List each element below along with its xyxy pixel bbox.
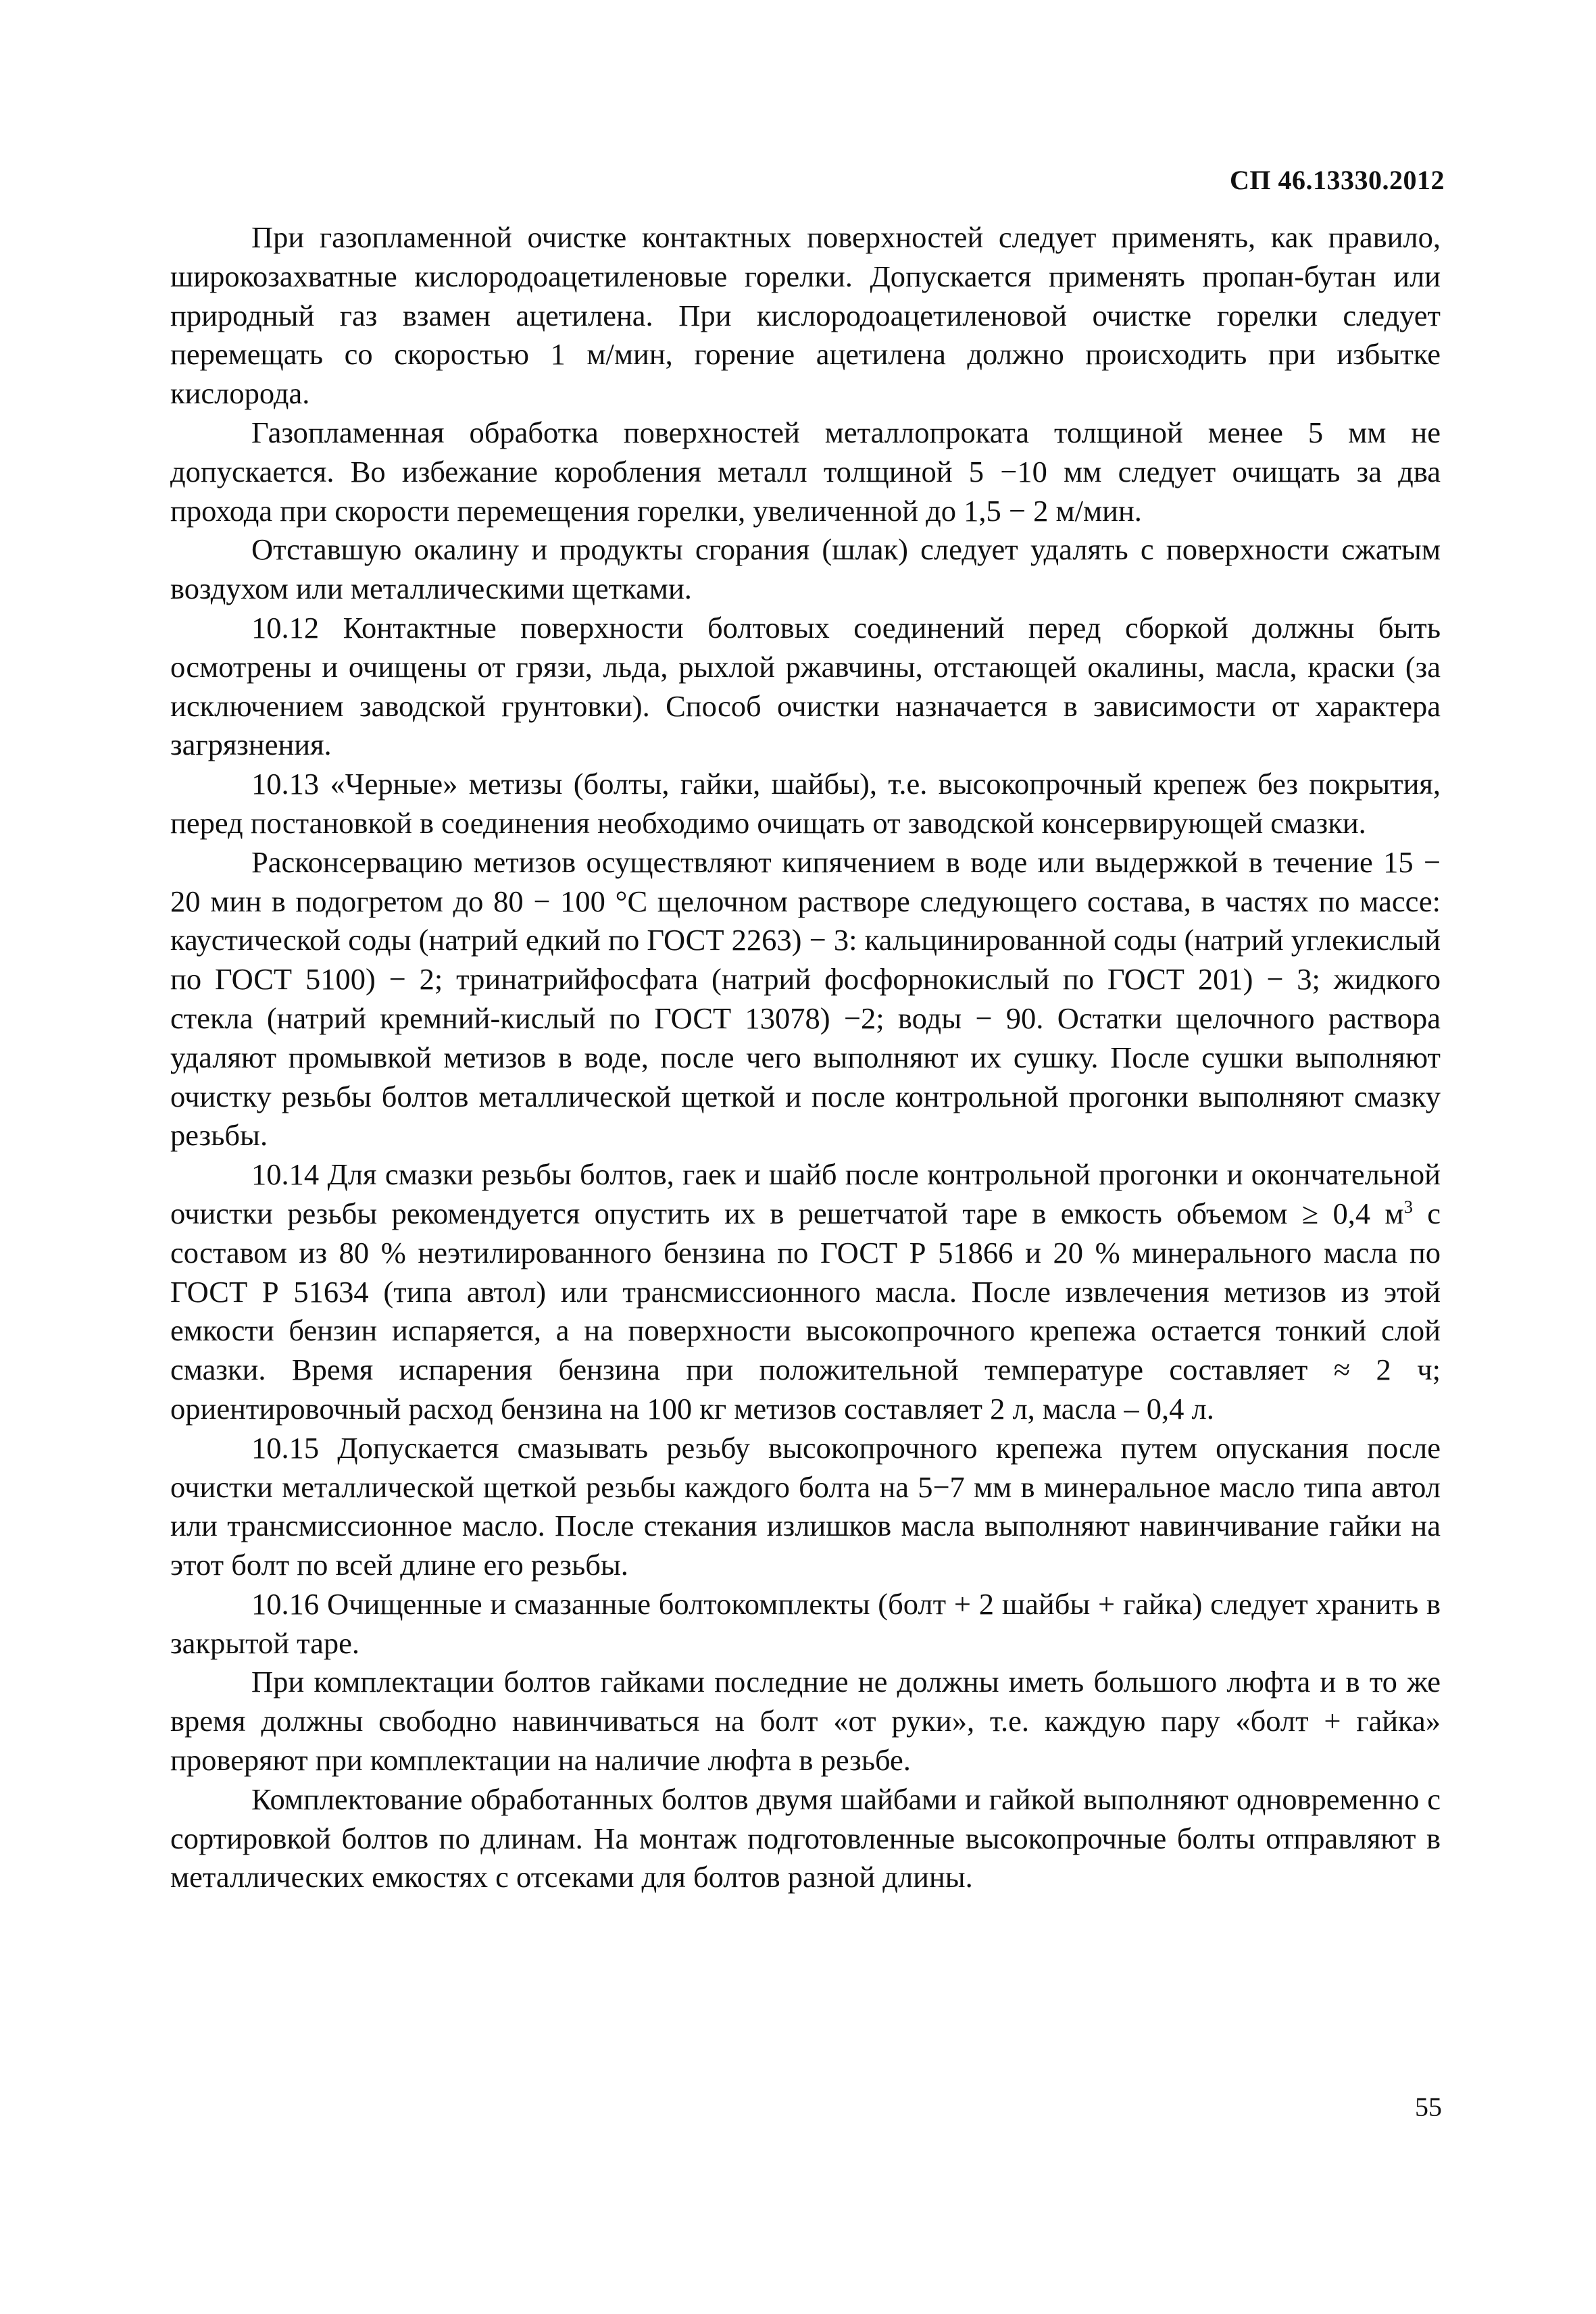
cubic-superscript: 3 xyxy=(1403,1197,1413,1217)
paragraph-deconservation: Расконсервацию метизов осуществляют кипячением в воде или выдержкой в течение 15 − 20 мин в подогретом до 80 − 100 °С щелочном растворе следующего состава, в частях по массе: каустической соды (натрий едкий по ГОСТ 2263) − 3: кальцинированной соды (натрий углекислый по ГОСТ 5100) − 2; тринатрийфосфата (натрий фосфорнокислый по ГОСТ 201) − 3; жидкого стекла (натрий кремний-кислый по ГОСТ 13078) −2; воды − 90. Остатки щелочного раствора удаляют промывкой метизов в воде, после чего выполняют их сушку. После сушки выполняют очистку резьбы болтов металлической щеткой и после контрольной прогонки выполняют смазку резьбы. xyxy=(170,845,1441,1153)
paragraph-10-13: 10.13 «Черные» метизы (болты, гайки, шайбы), т.е. высокопрочный крепеж без покрытия, перед постановкой в соединения необходимо очищать от заводской консервирующей смазки. xyxy=(170,767,1441,840)
paragraph-10-16: 10.16 Очищенные и смазанные болтокомплекты (болт + 2 шайбы + гайка) следует хранить в закрытой таре. xyxy=(170,1586,1441,1660)
paragraph-10-14-part-2: с составом из 80 % неэтилированного бензина по ГОСТ Р 51866 и 20 % минерального масла по ГОСТ Р 51634 (типа автол) или трансмиссионного масла. После извлечения метизов из этой емкости бензин испаряется, а на поверхности высокопрочного крепежа остается тонкий слой смазки. Время испарения бензина при положительной температуре составляет ≈ 2 ч; ориентировочный расход бензина на 100 кг метизов составляет 2 л, масла – 0,4 л. xyxy=(170,1196,1441,1426)
paragraph-bolt-nut-fit: При комплектации болтов гайками последние не должны иметь большого люфта и в то же время должны свободно навинчиваться на болт «от руки», т.е. каждую пару «болт + гайка» проверяют при комплектации на наличие люфта в резьбе. xyxy=(170,1665,1441,1778)
paragraph-bolt-kitting: Комплектование обработанных болтов двумя шайбами и гайкой выполняют одновременно с сортировкой болтов по длинам. На монтаж подготовленные высокопрочные болты отправляют в металлических емкостях с отсеками для болтов разной длины. xyxy=(170,1782,1441,1894)
paragraph-10-14 xyxy=(170,1155,1441,1429)
paragraph-scale-removal: Отставшую окалину и продукты сгорания (шлак) следует удалять с поверхности сжатым воздухом или металлическими щетками. xyxy=(170,532,1441,606)
paragraph-10-12: 10.12 Контактные поверхности болтовых соединений перед сборкой должны быть осмотрены и очищены от грязи, льда, рыхлой ржавчины, отстающей окалины, масла, краски (за исключением заводской грунтовки). Способ очистки назначается в зависимости от характера загрязнения. xyxy=(170,610,1441,762)
document-header-code: СП 46.13330.2012 xyxy=(1230,165,1445,195)
paragraph-gas-flame-treatment: Газопламенная обработка поверхностей металлопроката толщиной менее 5 мм не допускается. Во избежание коробления металл толщиной 5 −10 мм следует очищать за два прохода при скорости перемещения горелки, увеличенной до 1,5 − 2 м/мин. xyxy=(170,415,1441,528)
page-number: 55 xyxy=(1415,2092,1442,2122)
paragraph-gas-flame-cleaning: При газопламенной очистке контактных поверхностей следует применять, как правило, широкозахватные кислородоацетиленовые горелки. Допускается применять пропан-бутан или природный газ взамен ацетилена. При кислородоацетиленовой очистке горелки следует перемещать со скоростью 1 м/мин, горение ацетилена должно происходить при избытке кислорода. xyxy=(170,220,1441,411)
paragraph-10-14-part-1: 10.14 Для смазки резьбы болтов, гаек и шайб после контрольной прогонки и окончательной очистки резьбы рекомендуется опустить их в решетчатой таре в емкость объемом ≥ 0,4 м xyxy=(170,1157,1441,1230)
paragraph-10-15: 10.15 Допускается смазывать резьбу высокопрочного крепежа путем опускания после очистки металлической щеткой резьбы каждого болта на 5−7 мм в минеральное масло типа автол или трансмиссионное масло. После стекания излишков масла выполняют навинчивание гайки на этот болт по всей длине его резьбы. xyxy=(170,1430,1441,1582)
document-body xyxy=(170,218,1441,1897)
